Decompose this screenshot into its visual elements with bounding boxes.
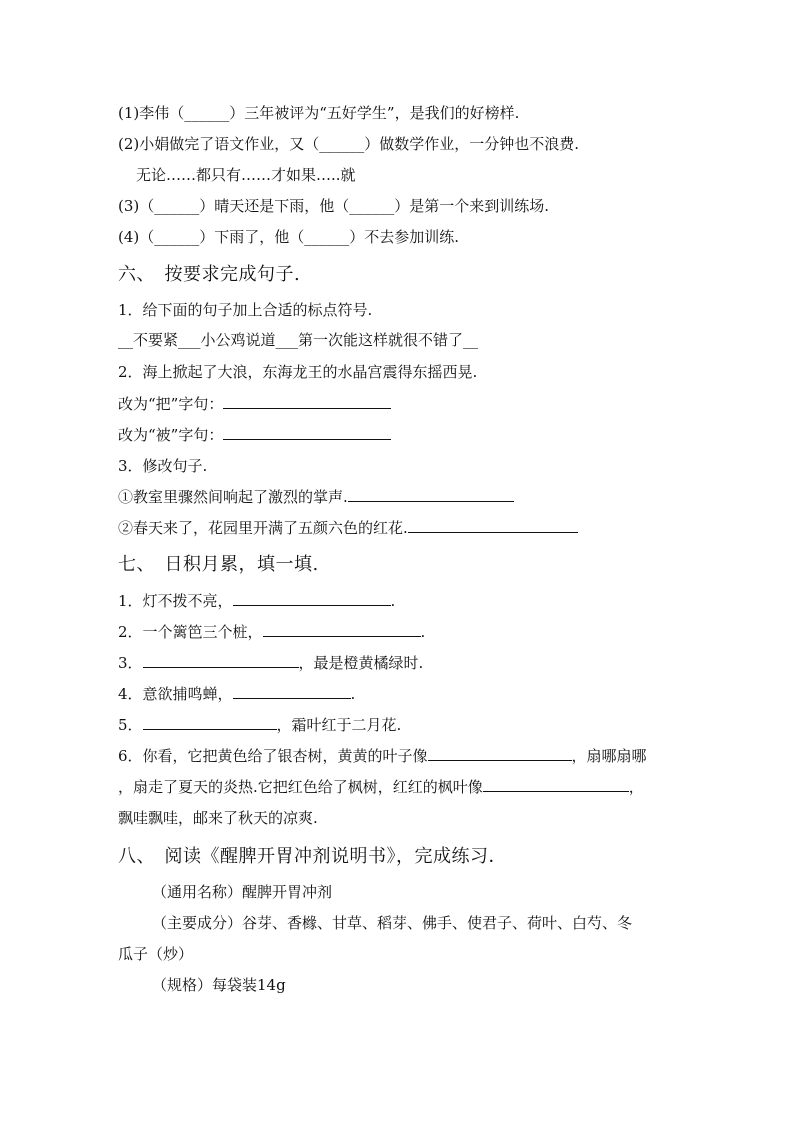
item-7-3-blank[interactable]	[143, 653, 299, 668]
item-7-6-text-b: ，扇哪扇哪	[571, 747, 647, 765]
item-7-6-line-3: 飘哇飘哇，邮来了秋天的凉爽.	[118, 809, 318, 827]
item-7-6-text-d: ，	[628, 778, 644, 796]
item-7-1-text: 1．灯不拨不亮，	[118, 592, 233, 610]
item-7-3-text: ，最是橙黄橘绿时.	[298, 654, 424, 672]
item-7-1	[118, 591, 395, 611]
question-2: (2)小娟做完了语文作业，又（______）做数学作业，一分钟也不浪费.	[118, 135, 580, 153]
item-7-4-text: 4．意欲捕鸣蝉，	[118, 685, 233, 703]
punctuation-sentence: __不要紧___小公鸡说道___第一次能这样就很不错了__	[118, 331, 479, 349]
ba-sentence-row	[118, 394, 391, 414]
question-1: (1)李伟（______）三年被评为“五好学生”，是我们的好榜样.	[118, 104, 520, 122]
item-7-6-text-c: ，扇走了夏天的炎热.它把红色给了枫树，红红的枫叶像	[118, 778, 483, 796]
question-3: (3)（______）晴天还是下雨，他（______）是第一个来到训练场.	[118, 197, 550, 215]
revise-sentence-1-blank[interactable]	[348, 487, 514, 502]
item-6-3: 3．修改句子.	[118, 457, 208, 475]
item-7-3	[118, 653, 423, 673]
item-7-5-blank[interactable]	[143, 715, 277, 730]
bei-sentence-blank[interactable]	[223, 425, 391, 440]
word-bank: 无论……都只有……才如果…..就	[136, 166, 356, 184]
section-7-heading: 七、 日积月累，填一填.	[118, 554, 319, 575]
main-ingredients-cont: 瓜子（炒）	[118, 945, 194, 963]
item-7-6-blank-1[interactable]	[428, 746, 572, 761]
item-6-1: 1．给下面的句子加上合适的标点符号.	[118, 301, 373, 319]
item-7-5	[118, 715, 401, 735]
item-7-5-text: ，霜叶红于二月花.	[276, 716, 402, 734]
section-6-heading: 六、 按要求完成句子.	[118, 264, 301, 285]
item-7-4-blank[interactable]	[233, 684, 351, 699]
ba-sentence-blank[interactable]	[223, 394, 391, 409]
revise-sentence-1-row	[118, 487, 514, 507]
item-7-6-text-a: 6．你看，它把黄色给了银杏树，黄黄的叶子像	[118, 747, 428, 765]
item-7-6-line-2	[118, 777, 644, 797]
item-7-6-blank-2[interactable]	[483, 777, 629, 792]
specification: （规格）每袋装14g	[152, 976, 286, 994]
item-7-4-end: .	[350, 685, 356, 703]
revise-sentence-2-row	[118, 518, 578, 538]
revise-sentence-1: ①教室里骤然间响起了激烈的掌声.	[118, 488, 348, 506]
bei-sentence-label: 改为“被”字句：	[118, 426, 224, 444]
revise-sentence-2: ②春天来了，花园里开满了五颜六色的红花.	[118, 519, 408, 537]
bei-sentence-row	[118, 425, 391, 445]
item-7-1-blank[interactable]	[233, 591, 391, 606]
item-7-2-end: .	[420, 623, 426, 641]
main-ingredients: （主要成分）谷芽、香橼、甘草、稻芽、佛手、使君子、荷叶、白芍、冬	[152, 914, 633, 932]
item-7-5-num: 5．	[118, 716, 143, 734]
item-7-3-num: 3．	[118, 654, 143, 672]
generic-name: （通用名称）醒脾开胃冲剂	[152, 883, 333, 901]
revise-sentence-2-blank[interactable]	[408, 518, 578, 533]
item-6-2: 2．海上掀起了大浪，东海龙王的水晶宫震得东摇西晃.	[118, 363, 478, 381]
section-8-heading: 八、 阅读《醒脾开胃冲剂说明书》，完成练习．	[118, 846, 507, 867]
item-7-6-line-1	[118, 746, 647, 766]
item-7-1-end: .	[390, 592, 396, 610]
ba-sentence-label: 改为“把”字句：	[118, 395, 224, 413]
item-7-2-blank[interactable]	[263, 622, 421, 637]
item-7-4	[118, 684, 355, 704]
item-7-2	[118, 622, 425, 642]
question-4: (4)（______）下雨了，他（______）不去参加训练.	[118, 228, 460, 246]
item-7-2-text: 2．一个篱笆三个桩，	[118, 623, 263, 641]
